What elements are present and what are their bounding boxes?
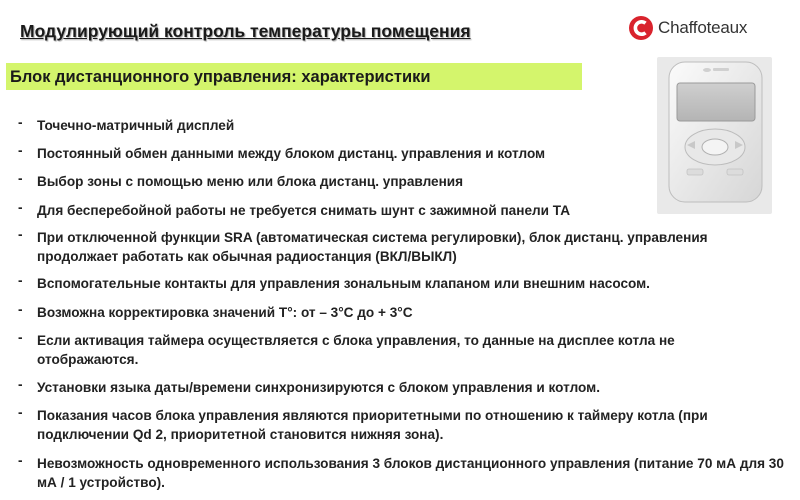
- list-item-text: Для бесперебойной работы не требуется снимать шунт с зажимной панели ТА: [37, 203, 571, 218]
- list-item-text: Возможна корректировка значений Т°: от – 3°С до + 3°С: [37, 305, 413, 320]
- bullet-marker: -: [18, 227, 23, 242]
- list-item-text: Постоянный обмен данными между блоком дистанц. управления и котлом: [37, 146, 546, 161]
- chaffoteaux-logo-icon: [628, 15, 654, 41]
- bullet-marker: -: [18, 115, 23, 130]
- bullet-marker: -: [18, 273, 23, 288]
- list-item-text: Точечно-матричный дисплей: [37, 118, 235, 133]
- bullet-marker: -: [18, 377, 23, 392]
- list-item-text: Выбор зоны с помощью меню или блока дистанц. управления: [37, 174, 464, 189]
- list-item-text: Показания часов блока управления являются приоритетными по отношению к таймеру котла (при подключении Qd 2, приоритетной становится нижняя зона).: [37, 408, 708, 442]
- bullet-marker: -: [18, 453, 23, 468]
- page-subtitle: Блок дистанционного управления: характеристики: [10, 68, 431, 86]
- bullet-marker: -: [18, 143, 23, 158]
- page-title: Модулирующий контроль температуры помещения: [20, 21, 471, 41]
- list-item-text: Если активация таймера осуществляется с блока управления, то данные на дисплее котла не отображаются.: [37, 333, 675, 367]
- bullet-marker: -: [18, 171, 23, 186]
- list-item-text: При отключенной функции SRA (автоматическая система регулировки), блок дистанц. управления продолжает работать как обычная радиостанция (ВКЛ/ВЫКЛ): [37, 230, 708, 264]
- brand-logo-text: Chaffoteaux: [658, 18, 748, 37]
- bullet-marker: -: [18, 302, 23, 317]
- list-item-text: Невозможность одновременного использования 3 блоков дистанционного управления (питание 70 мА для 30 мА / 1 устройство).: [37, 456, 784, 490]
- bullet-marker: -: [18, 330, 23, 345]
- brand-logo: [628, 14, 788, 42]
- bullet-marker: -: [18, 200, 23, 215]
- list-item-text: Вспомогательные контакты для управления зональным клапаном или внешним насосом.: [37, 276, 650, 291]
- list-item-text: Установки языка даты/времени синхронизируются с блоком управления и котлом.: [37, 380, 600, 395]
- bullet-marker: -: [18, 405, 23, 420]
